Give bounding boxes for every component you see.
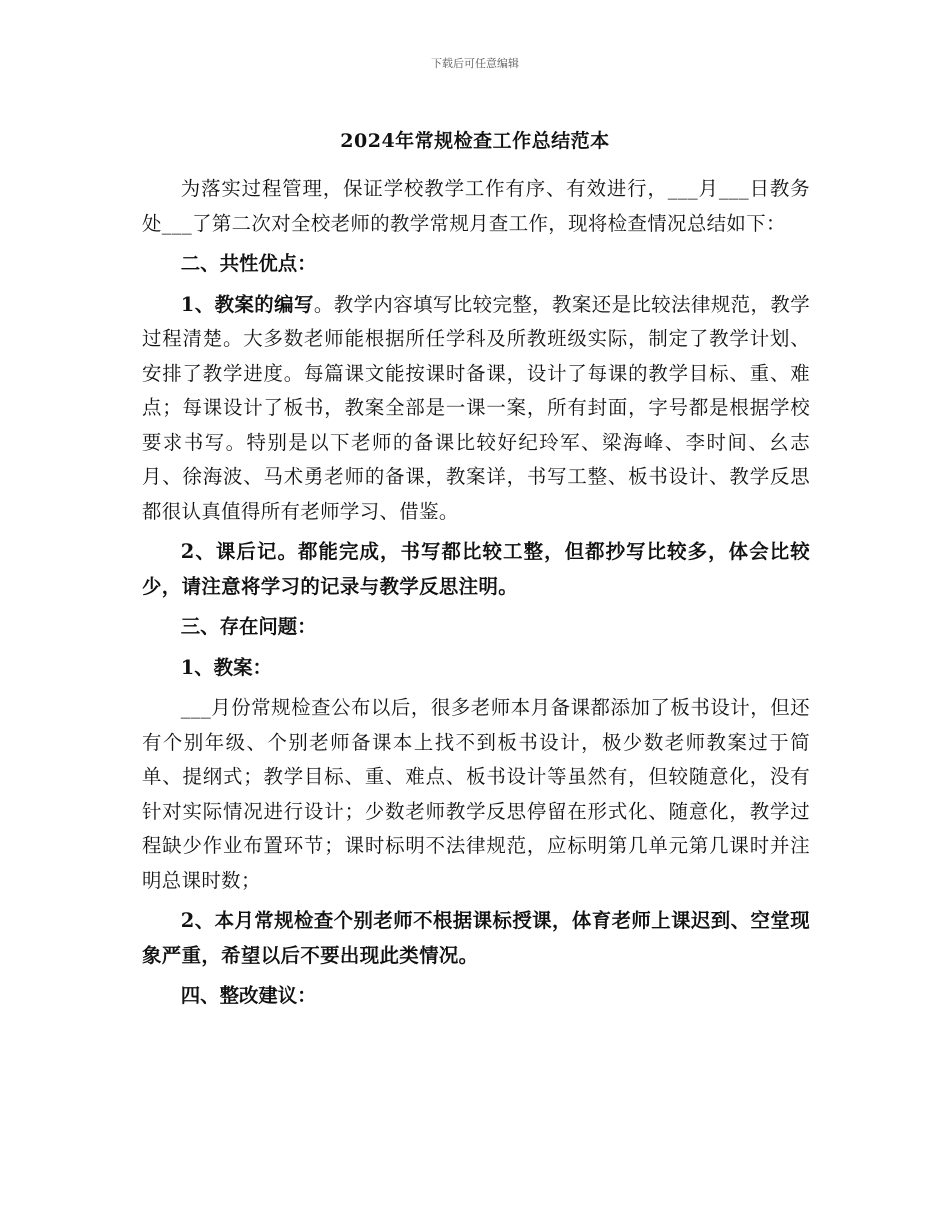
problem-lesson-plan-paragraph: ___月份常规检查公布以后，很多老师本月备课都添加了板书设计，但还有个别年级、个别老师备课本上找不到板书设计，极少数老师教案过于简单、提纲式；教学目标、重、难点、板书设计等虽然有，但较随意化，没有针对实际情况进行设计；少数老师教学反思停留在形式化、随意化，教学过程缺少作业布置环节；课时标明不法律规范，应标明第几单元第几课时并注明总课时数； (142, 696, 810, 892)
problem-teaching-paragraph: 2、本月常规检查个别老师不根据课标授课，体育老师上课迟到、空堂现象严重，希望以后不要出现此类情况。 (142, 909, 810, 967)
problem-item-heading-lesson-plan: 1、教案： (180, 655, 272, 679)
document-body (142, 172, 810, 1014)
document-title: 2024年常规检查工作总结范本 (340, 130, 610, 152)
lesson-plan-lead: 1、教案的编写 (180, 292, 314, 316)
intro-paragraph: 为落实过程管理，保证学校教学工作有序、有效进行，___月___日教务处___了第二次对全校老师的教学常规月查工作，现将检查情况总结如下： (142, 177, 810, 235)
header-note: 下载后可任意编辑 (431, 57, 519, 70)
section-heading-suggestions: 四、整改建议： (180, 984, 317, 1007)
lesson-plan-paragraph (142, 288, 810, 530)
after-class-notes-paragraph: 2、课后记。都能完成，书写都比较工整，但都抄写比较多，体会比较少，请注意将学习的记录与教学反思注明。 (142, 540, 810, 598)
section-heading-problems: 三、存在问题： (180, 615, 317, 638)
lesson-plan-text: 。教学内容填写比较完整，教案还是比较法律规范，教学过程清楚。大多数老师能根据所任学科及所教班级实际，制定了教学计划、安排了教学进度。每篇课文能按课时备课，设计了每课的教学目标、重、难点；每课设计了板书，教案全部是一课一案，所有封面，字号都是根据学校要求书写。特别是以下老师的备课比较好纪玲军、梁海峰、李时间、幺志月、徐海波、马术勇老师的备课，教案详，书写工整、板书设计、教学反思都很认真值得所有老师学习、借鉴。 (142, 292, 810, 523)
section-heading-advantages: 二、共性优点： (180, 252, 317, 275)
